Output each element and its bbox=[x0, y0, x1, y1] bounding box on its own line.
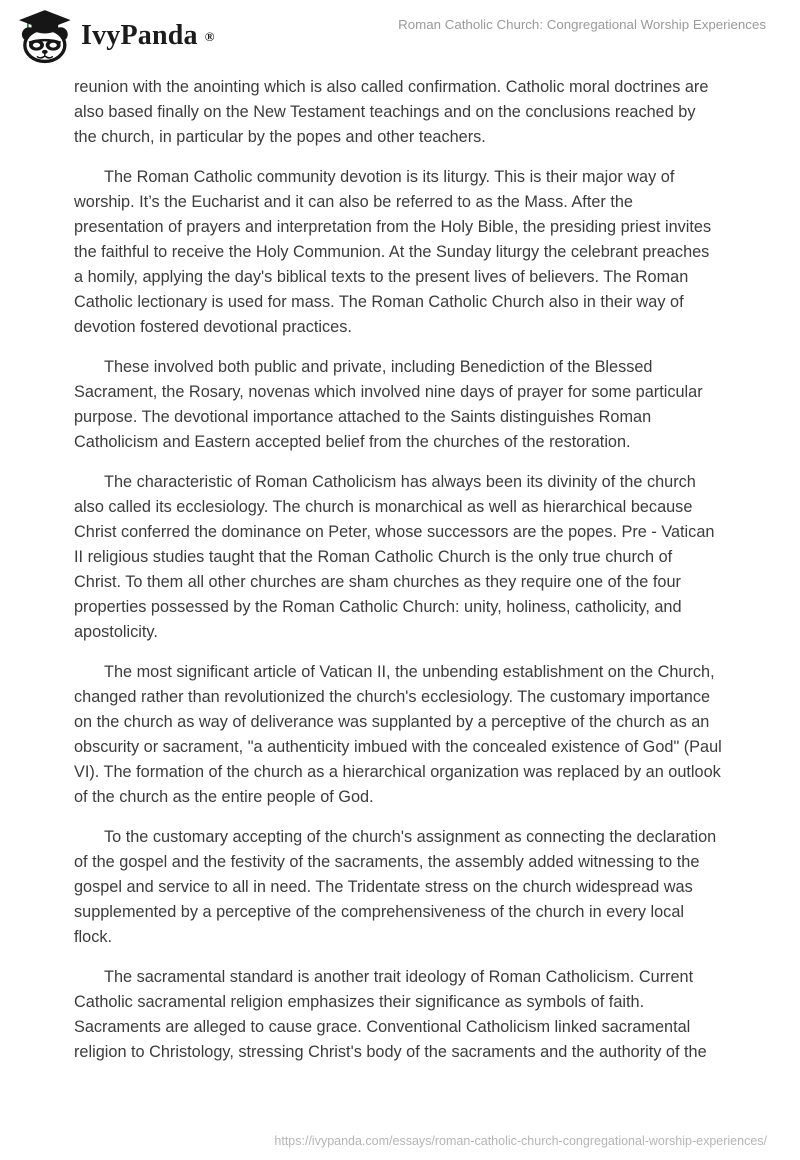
paragraph: reunion with the anointing which is also called confirmation. Catholic moral doctrines are also based finally on the New Testament teachings and on the conclusions reached by the church, in particular by the popes and other teachers. bbox=[74, 78, 709, 146]
paragraph: The sacramental standard is another trait ideology of Roman Catholicism. Current Catholic sacramental religion emphasizes their significance as symbols of faith. Sacraments are alleged to cause grace. Conventional Catholicism linked sacramental religion to Christology, stressing Christ's body of the sacraments and the authority of the bbox=[74, 968, 707, 1061]
registered-trademark-symbol: ® bbox=[204, 28, 215, 44]
paragraph: These involved both public and private, including Benediction of the Blessed Sacrament, the Rosary, novenas which involved nine days of prayer for some particular purpose. The devotional importance attached to the Saints distinguishes Roman Catholicism and Eastern accepted belief from the churches of the restoration. bbox=[74, 358, 703, 451]
source-url: https://ivypanda.com/essays/roman-catholic-church-congregational-worship-experiences/ bbox=[274, 1134, 767, 1148]
panda-graduation-cap-icon bbox=[14, 8, 74, 64]
logo-wordmark: IvyPanda bbox=[81, 20, 198, 51]
page-footer bbox=[274, 1134, 767, 1148]
ivypanda-logo bbox=[14, 8, 214, 64]
essay-body bbox=[74, 75, 722, 1065]
paragraph: The characteristic of Roman Catholicism has always been its divinity of the church also called its ecclesiology. The church is monarchical as well as hierarchical because Christ conferred the dominance on Peter, whose successors are the popes. Pre - Vatican II religious studies taught that the Roman Catholic Church is the only true church of Christ. To them all other churches are sham churches as they require one of the four properties possessed by the Roman Catholic Church: unity, holiness, catholicity, and apostolicity. bbox=[74, 473, 715, 641]
paragraph: The most significant article of Vatican II, the unbending establishment on the Church, changed rather than revolutionized the church's ecclesiology. The customary importance on the church as way of deliverance was supplanted by a perceptive of the church as an obscurity or sacrament, "a authenticity imbued with the concealed existence of God" (Paul VI). The formation of the church as a hierarchical organization was replaced by an outlook of the church as the entire people of God. bbox=[74, 663, 722, 806]
paragraph: The Roman Catholic community devotion is its liturgy. This is their major way of worship. It’s the Eucharist and it can also be referred to as the Mass. After the presentation of prayers and interpretation from the Holy Bible, the presiding priest invites the faithful to receive the Holy Communion. At the Sunday liturgy the celebrant preaches a homily, applying the day's biblical texts to the present lives of believers. The Roman Catholic lectionary is used for mass. The Roman Catholic Church also in their way of devotion fostered devotional practices. bbox=[74, 168, 712, 336]
page-header bbox=[0, 0, 800, 64]
paragraph: To the customary accepting of the church's assignment as connecting the declaration of the gospel and the festivity of the sacraments, the assembly added witnessing to the gospel and service to all in need. The Tridentate stress on the church widespread was supplemented by a perceptive of the comprehensiveness of the church in every local flock. bbox=[74, 828, 717, 946]
document-title: Roman Catholic Church: Congregational Worship Experiences bbox=[398, 17, 766, 32]
